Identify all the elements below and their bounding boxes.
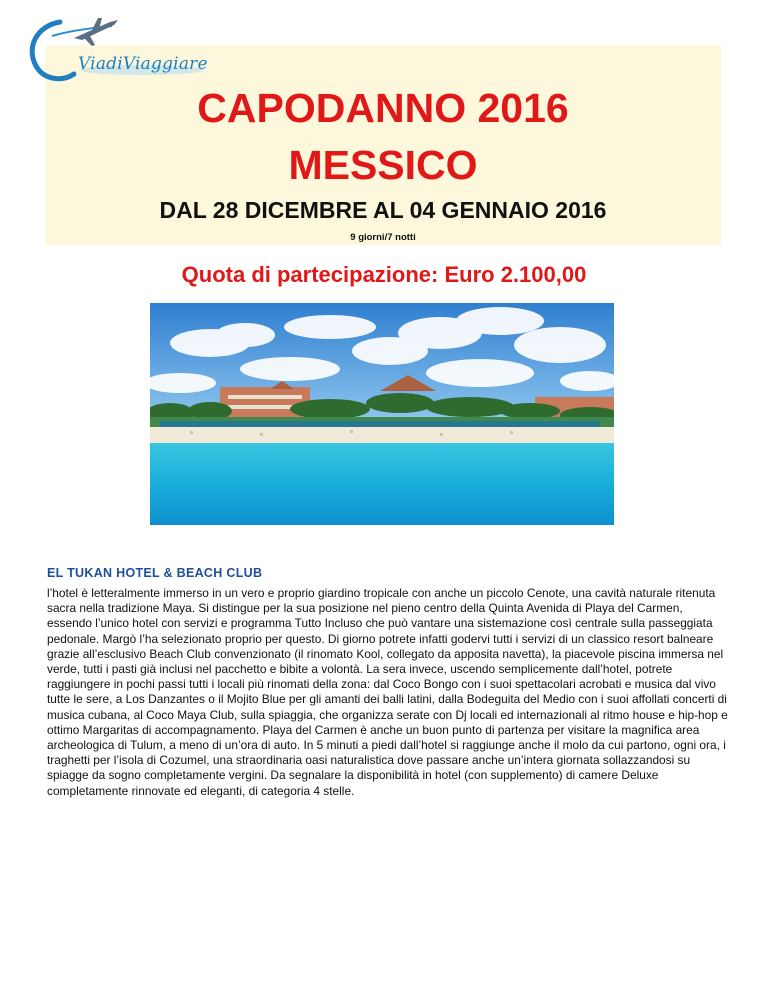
beach-resort-photo <box>150 303 614 525</box>
hotel-description: l’hotel è letteralmente immerso in un vero e proprio giardino tropicale con anche un piccolo Cenote, una cavità naturale ritenuta sacra nella tradizione Maya. Si distingue per la sua posizione nel pieno centro della Quinta Avenida di Playa del Carmen, essendo l’unico hotel con servizi e programma Tutto Incluso che può vantare una sistemazione così centrale sulla passeggiata pedonale. Margò l’ha selezionato proprio per questo. Di giorno potrete infatti godervi tutti i servizi di un classico resort balneare grazie all’esclusivo Beach Club convenzionato (il rinomato Kool, collegato da apposita navetta), la piacevole piscina immersa nel verde, tutti i pasti già inclusi nel pacchetto e bibite a volontà. La sera invece, uscendo semplicemente dall’hotel, potrete raggiungere in pochi passi tutti i locali più rinomati della zona: dal Coco Bongo con i suoi spettacolari acrobati e musica dal vivo tutte le sere, a Los Danzantes o il Mojito Blue per gli amanti dei balli latini, dalla Bodeguita del Medio con i suoi affollati concerti di musica cubana, al Coco Maya Club, sulla spiaggia, che organizza serate con Dj locali ed internazionali al ritmo house e hip-hop e ottimo Margaritas di accompagnamento. Playa del Carmen è anche un buon punto di partenza per visitare la magnifica area archeologica di Tulum, a meno di un’ora di auto. In 5 minuti a piedi dall’hotel si raggiunge anche il molo da cui partono, ogni ora, i traghetti per l’isola di Cozumel, una straordinaria oasi naturalistica dove passare anche un’intera giornata sollazzandosi su spiagge da sogno completamente vergini. Da segnalare la disponibilità in hotel (con supplemento) di camere Deluxe completamente rinnovate ed eleganti, di categoria 4 stelle. <box>47 586 728 798</box>
company-logo <box>22 8 212 88</box>
beach-resort-photo-icon <box>150 303 614 525</box>
airplane-swoosh-logo-icon <box>22 8 212 88</box>
logo-text: ViadiViaggiare <box>78 54 208 74</box>
title-line-1: CAPODANNO 2016 <box>197 85 569 131</box>
trip-duration: 9 giorni/7 notti <box>350 232 416 243</box>
hotel-name: EL TUKAN HOTEL & BEACH CLUB <box>47 566 263 580</box>
title-line-2: MESSICO <box>288 142 478 188</box>
price-line: Quota di partecipazione: Euro 2.100,00 <box>181 262 587 287</box>
travel-dates: DAL 28 DICEMBRE AL 04 GENNAIO 2016 <box>159 197 607 223</box>
